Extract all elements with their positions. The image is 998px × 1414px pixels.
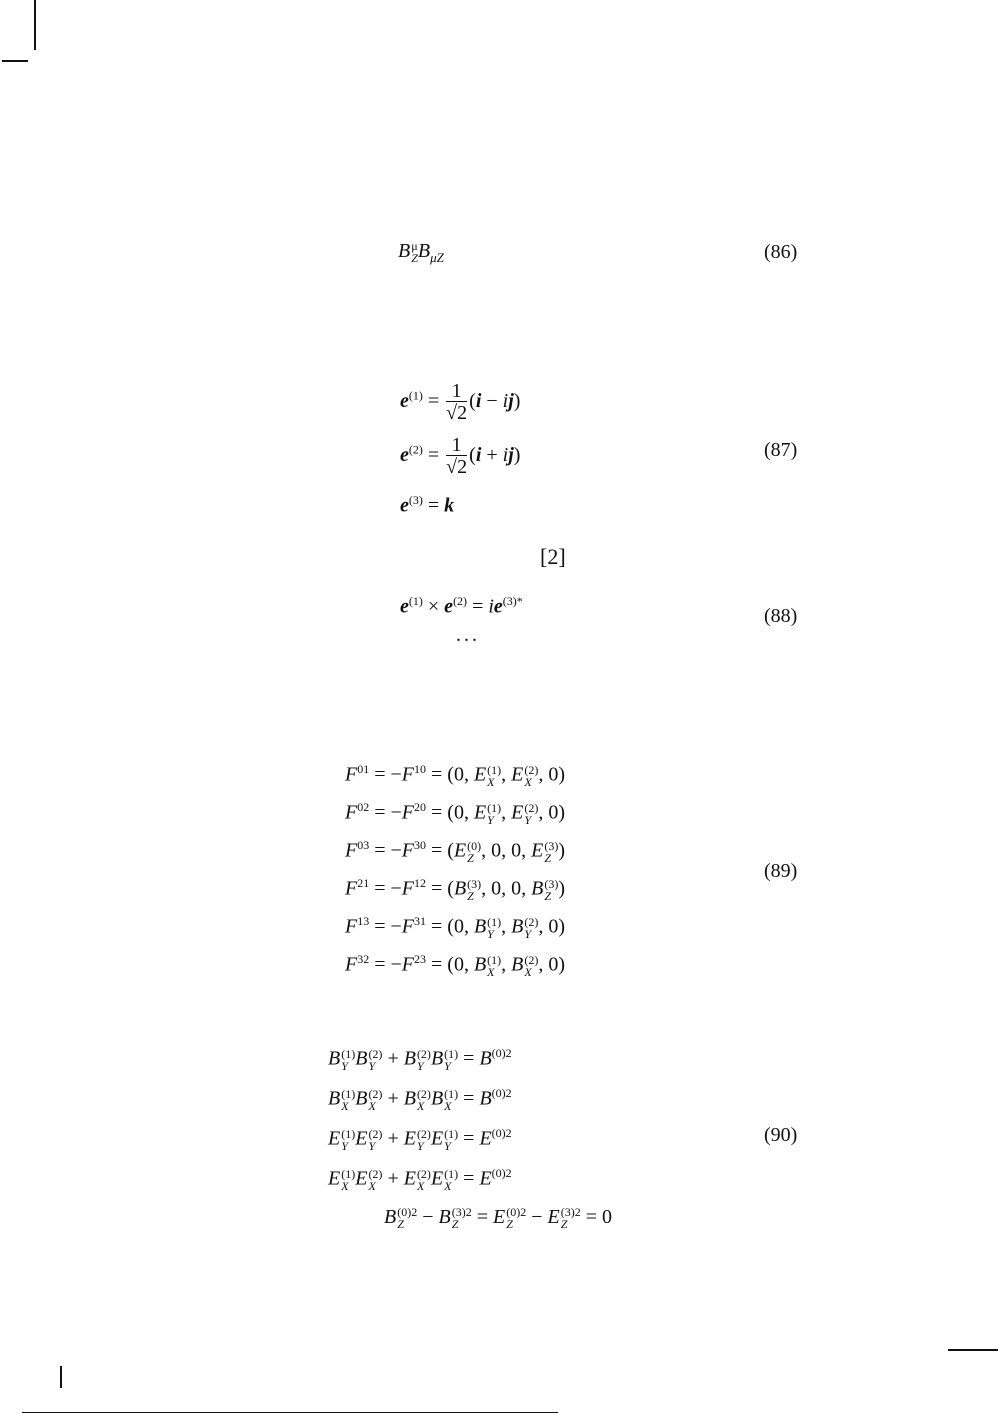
equation-number-90: (90) — [764, 1124, 798, 1146]
equation-89-line-2: $F^{02} = -F^{20} = (0$, E (1) Y , E (2) Y , 0) — [345, 800, 566, 828]
equation-89-line-5: $F^{13} = -F^{31} = (0$, B (1) Y , B (2) Y , 0) — [345, 914, 566, 942]
equation-89-line-3: $F^{03} = -F^{30} = (E$ (0) Z , 0, 0, E (3) Z ) — [345, 838, 566, 866]
equation-86: B μ Z $B_{\mu Z}$ — [398, 239, 444, 266]
equation-89-line-6: $F^{32} = -F^{23} = (0$, B (1) X , B (2) X , 0) — [345, 952, 566, 980]
equation-number-88: (88) — [764, 605, 798, 627]
equation-89-line-4: $F^{21} = -F^{12} = (B$ (3) Z , 0, 0, B (3) Z ) — [345, 876, 566, 904]
equation-87-line-2: $e^{(2)}$ = $\frac{1}{√2}$ (i + ij) — [400, 434, 521, 478]
equation-90-line-4: E (1) X E (2) X + E (2) X E (1) X = $E^{(0)2}$ — [328, 1166, 512, 1194]
equation-89-line-1: $F^{01} = -F^{10} = (0$, E (1) X , E (2) X , 0) — [345, 762, 566, 790]
crop-mark-bottom-left — [60, 1366, 62, 1388]
equation-90-line-1: B (1) Y B (2) Y + B (2) Y B (1) Y = $B^{(0)2}$ — [328, 1046, 512, 1074]
equation-87-line-3: $e^{(3)} = k$ — [400, 493, 455, 517]
page-bottom-rule — [22, 1412, 558, 1413]
equation-90-line-2: B (1) X B (2) X + B (2) X B (1) X = $B^{(0)2}$ — [328, 1086, 512, 1114]
citation-reference: [2] — [540, 544, 566, 569]
equation-number-86: (86) — [764, 241, 798, 263]
equation-number-87: (87) — [764, 439, 798, 461]
equation-87-line-1: $e^{(1)}$ = $\frac{1}{√2}$ (i − ij) — [400, 380, 521, 424]
equation-90-line-3: E (1) Y E (2) Y + E (2) Y E (1) Y = $E^{(0)2}$ — [328, 1126, 512, 1154]
crop-mark-bottom-right — [948, 1349, 998, 1351]
crop-mark-top-vertical — [34, 0, 36, 50]
ellipsis: ... — [456, 624, 480, 646]
crop-mark-top-horizontal — [2, 60, 28, 62]
equation-90-line-5: B (0)2 Z − B (3)2 Z = E (0)2 Z − E (3)2 Z = 0 — [384, 1205, 612, 1232]
equation-88: $e^{(1)} \times e^{(2)} = ie^{(3)*}$ — [400, 594, 523, 618]
equation-number-89: (89) — [764, 860, 798, 882]
